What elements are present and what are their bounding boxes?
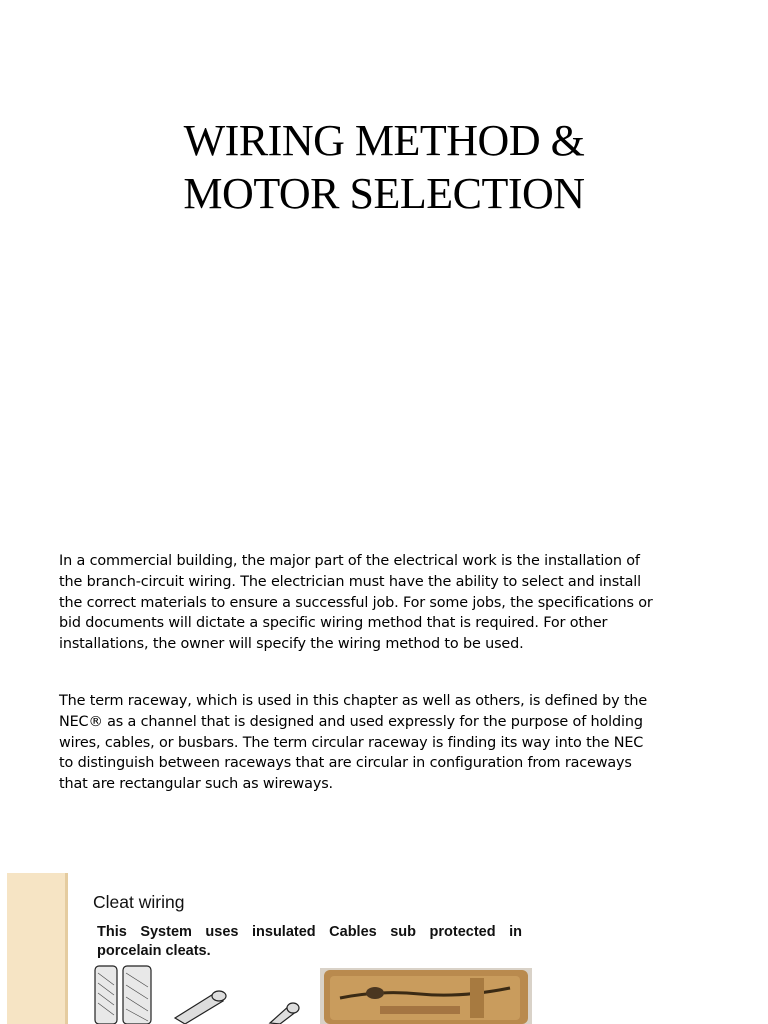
cleat-wiring-figure <box>0 873 540 1024</box>
intro-paragraph <box>59 551 719 655</box>
paragraph-line: wires, cables, or busbars. The term circular raceway is finding its way into the NEC <box>59 734 644 751</box>
title-line-1: WIRING METHOD & <box>183 116 585 165</box>
cleat-drawing-image <box>90 963 310 1024</box>
paragraph-line: NEC® as a channel that is designed and used expressly for the purpose of holding <box>59 713 643 730</box>
figure-caption-line-1: This System uses insulated Cables sub protected in <box>97 924 522 940</box>
slide-accent-strip <box>7 873 68 1024</box>
paragraph-line: The term raceway, which is used in this chapter as well as others, is defined by the <box>59 693 648 709</box>
raceway-paragraph <box>59 691 719 795</box>
paragraph-line: that are rectangular such as wireways. <box>59 776 333 793</box>
figure-caption <box>97 923 522 961</box>
paragraph-line: to distinguish between raceways that are circular in configuration from raceways <box>59 755 632 772</box>
title-line-2: MOTOR SELECTION <box>183 169 585 218</box>
paragraph-line: the branch-circuit wiring. The electrician must have the ability to select and install <box>59 573 641 590</box>
page-title <box>0 114 768 220</box>
paragraph-line: the correct materials to ensure a successful job. For some jobs, the specifications or <box>59 594 653 611</box>
paragraph-line: In a commercial building, the major part of the electrical work is the installation of <box>59 553 640 569</box>
paragraph-line: bid documents will dictate a specific wiring method that is required. For other <box>59 615 608 632</box>
figure-heading: Cleat wiring <box>93 892 185 912</box>
cleat-photo-image <box>320 968 532 1024</box>
paragraph-line: installations, the owner will specify the wiring method to be used. <box>59 636 524 653</box>
figure-caption-line-2: porcelain cleats. <box>97 943 211 959</box>
